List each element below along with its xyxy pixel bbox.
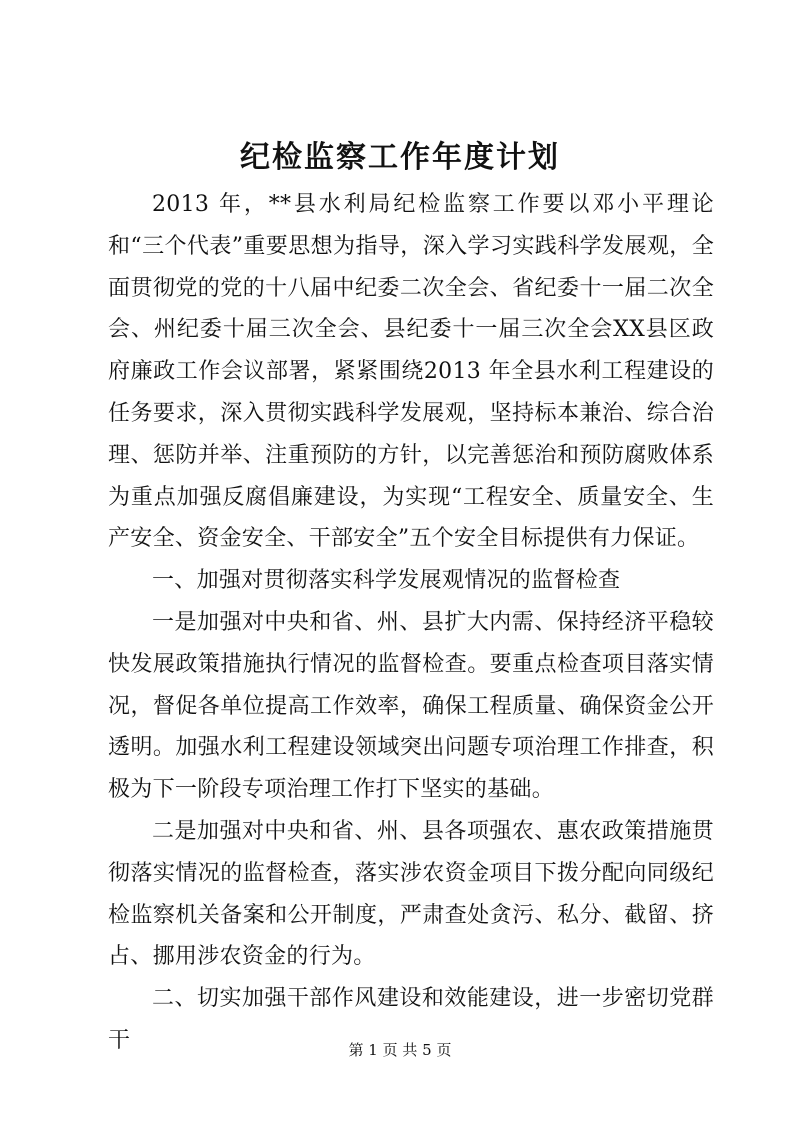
document-body [108,184,714,1062]
section-heading-1: 一、加强对贯彻落实科学发展观情况的监督检查 [152,568,621,594]
paragraph-item-2: 二是加强对中央和省、州、县各项强农、惠农政策措施贯彻落实情况的监督检查，落实涉农资金项目下拨分配向同级纪检监察机关备案和公开制度，严肃查处贪污、私分、截留、挤占、挪用涉农资金的行为。 [108,818,714,970]
page-footer: 第 1 页 共 5 页 [348,1041,452,1059]
section-heading-2: 二、切实加强干部作风建设和效能建设，进一步密切党群干 [108,986,714,1053]
document-title: 纪检监察工作年度计划 [240,140,560,175]
paragraph-item-1: 一是加强对中央和省、州、县扩大内需、保持经济平稳较快发展政策措施执行情况的监督检查。要重点检查项目落实情况，督促各单位提高工作效率，确保工程质量、确保资金公开透明。加强水利工程建设领域突出问题专项治理工作排查，积极为下一阶段专项治理工作打下坚实的基础。 [108,609,714,803]
paragraph-intro: 2013 年，**县水利局纪检监察工作要以邓小平理论和“三个代表”重要思想为指导，深入学习实践科学发展观，全面贯彻党的党的十八届中纪委二次全会、省纪委十一届二次全会、州纪委十届三次全会、县纪委十一届三次全会XX县区政府廉政工作会议部署，紧紧围绕2013 年全县水利工程建设的任务要求，深入贯彻实践科学发展观，坚持标本兼治、综合治理、惩防并举、注重预防的方针，以完善惩治和预防腐败体系为重点加强反腐倡廉建设，为实现“工程安全、质量安全、生产安全、资金安全、干部安全”五个安全目标提供有力保证。 [108,192,714,552]
